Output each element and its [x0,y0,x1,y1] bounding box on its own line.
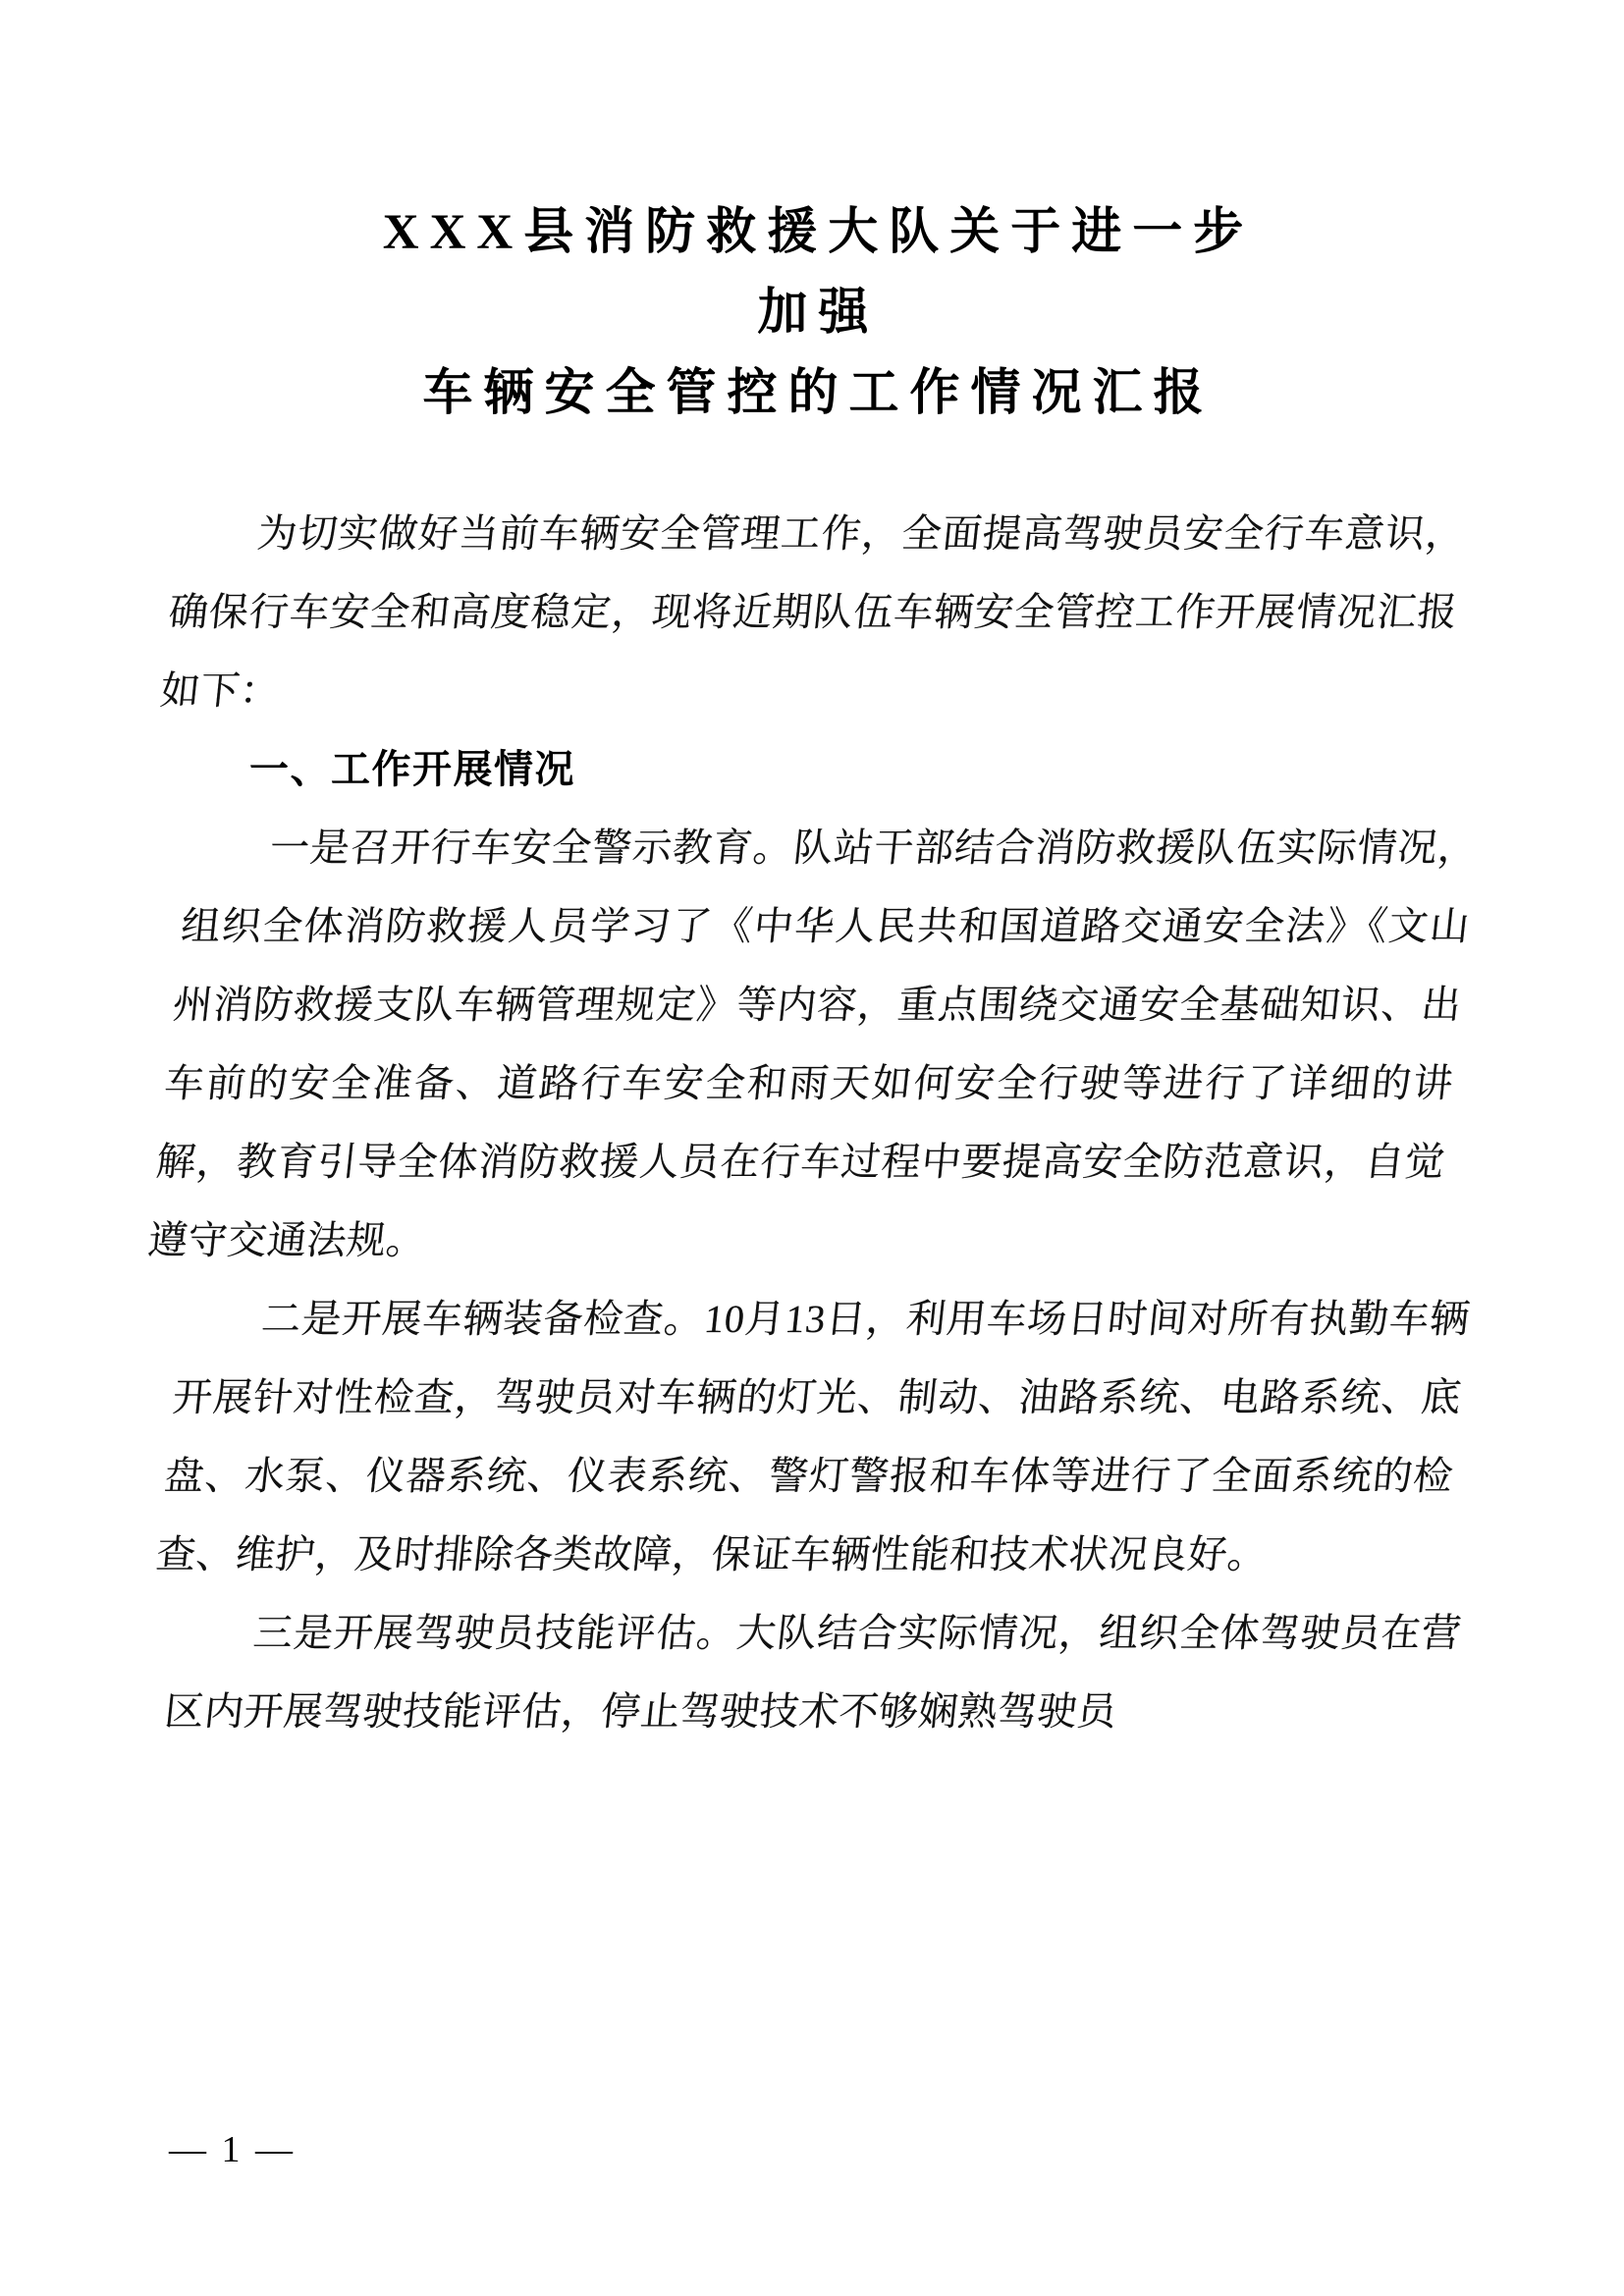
page-number: — 1 — [169,2129,296,2170]
document-title-line-1: XXX县消防救援大队关于进一步 [382,205,1255,260]
section-heading-work-progress: 一、工作开展情况 [249,748,575,791]
paragraph-item-3: 三是开展驾驶员技能评估。大队结合实际情况，组织全体驾驶员在营区内开展驾驶技能评估，停止驾驶技术不够娴熟驾驶员 [162,1611,1464,1734]
document-body [145,495,1481,1751]
paragraph-item-2: 二是开展车辆装备检查。10月13日，利用车场日时间对所有执勤车辆开展针对性检查，驾驶员对车辆的灯光、制动、油路系统、电路系统、底盘、水泵、仪器系统、仪表系统、警灯警报和车体等进行了全面系统的检查、维护，及时排除各类故障，保证车辆性能和技术状况良好。 [154,1297,1473,1576]
document-title [169,0,1457,434]
paragraph-item-1: 一是召开行车安全警示教育。队站干部结合消防救援队伍实际情况，组织全体消防救援人员学习了《中华人民共和国道路交通安全法》《文山州消防救援支队车辆管理规定》等内容，重点围绕交通安全基础知识、出车前的安全准备、道路行车安全和雨天如何安全行驶等进行了详细的讲解，教育引导全体消防救援人员在行车过程中要提高安全防范意识，自觉遵守交通法规。 [145,826,1481,1262]
document-title-line-2: 加强 [757,286,880,341]
document-title-line-3: 车辆安全管控的工作情况汇报 [422,366,1215,421]
document-content [145,0,1481,1751]
intro-paragraph: 为切实做好当前车辆安全管理工作，全面提高驾驶员安全行车意识，确保行车安全和高度稳定，现将近期队伍车辆安全管控工作开展情况汇报如下： [158,511,1468,713]
